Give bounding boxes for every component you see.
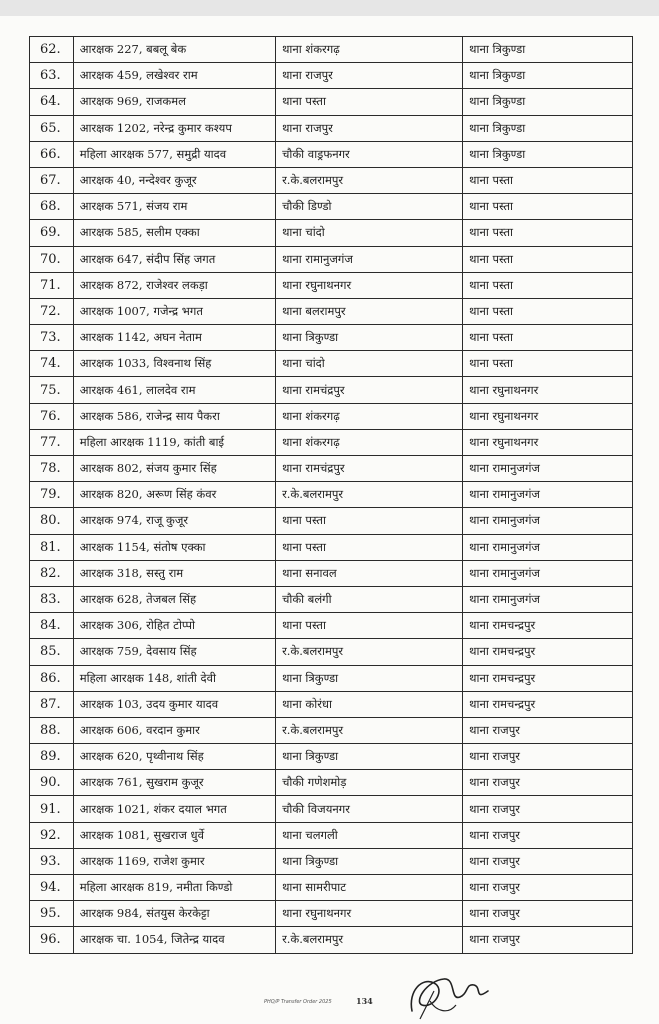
- constable-name-cell: आरक्षक 461, लालदेव राम: [73, 377, 275, 403]
- serial-number-cell: 86.: [30, 665, 74, 691]
- table-row: [30, 429, 633, 455]
- serial-number-cell: 91.: [30, 796, 74, 822]
- new-posting-cell: थाना रघुनाथनगर: [463, 403, 633, 429]
- serial-number-cell: 64.: [30, 89, 74, 115]
- new-posting-cell: थाना पस्ता: [463, 351, 633, 377]
- table-row: [30, 796, 633, 822]
- constable-name-cell: आरक्षक 103, उदय कुमार यादव: [73, 691, 275, 717]
- table-row: [30, 848, 633, 874]
- current-posting-cell: थाना राजपुर: [276, 115, 463, 141]
- serial-number-cell: 73.: [30, 325, 74, 351]
- serial-number-cell: 85.: [30, 639, 74, 665]
- constable-name-cell: आरक्षक 761, सुखराम कुजूर: [73, 770, 275, 796]
- signature-image: [404, 961, 494, 1021]
- table-row: [30, 927, 633, 953]
- constable-name-cell: आरक्षक चा. 1054, जितेन्द्र यादव: [73, 927, 275, 953]
- new-posting-cell: थाना राजपुर: [463, 744, 633, 770]
- constable-name-cell: आरक्षक 1154, संतोष एक्का: [73, 534, 275, 560]
- constable-name-cell: आरक्षक 872, राजेश्वर लकड़ा: [73, 272, 275, 298]
- new-posting-cell: थाना रामानुजगंज: [463, 508, 633, 534]
- current-posting-cell: थाना चांदो: [276, 351, 463, 377]
- table-row: [30, 456, 633, 482]
- serial-number-cell: 82.: [30, 560, 74, 586]
- serial-number-cell: 84.: [30, 613, 74, 639]
- serial-number-cell: 90.: [30, 770, 74, 796]
- current-posting-cell: थाना रामचंद्रपुर: [276, 456, 463, 482]
- constable-name-cell: महिला आरक्षक 819, नमीता किण्डो: [73, 875, 275, 901]
- new-posting-cell: थाना त्रिकुण्डा: [463, 89, 633, 115]
- serial-number-cell: 89.: [30, 744, 74, 770]
- new-posting-cell: थाना रामचन्द्रपुर: [463, 665, 633, 691]
- current-posting-cell: थाना कोरंधा: [276, 691, 463, 717]
- current-posting-cell: थाना पस्ता: [276, 534, 463, 560]
- serial-number-cell: 68.: [30, 194, 74, 220]
- constable-name-cell: आरक्षक 571, संजय राम: [73, 194, 275, 220]
- current-posting-cell: र.के.बलरामपुर: [276, 927, 463, 953]
- current-posting-cell: चौकी डिण्डो: [276, 194, 463, 220]
- new-posting-cell: थाना रामानुजगंज: [463, 456, 633, 482]
- current-posting-cell: र.के.बलरामपुर: [276, 482, 463, 508]
- table-row: [30, 351, 633, 377]
- page-number: 134: [356, 996, 373, 1006]
- table-row: [30, 822, 633, 848]
- current-posting-cell: थाना त्रिकुण्डा: [276, 665, 463, 691]
- constable-name-cell: आरक्षक 1202, नरेन्द्र कुमार कश्यप: [73, 115, 275, 141]
- serial-number-cell: 62.: [30, 37, 74, 63]
- new-posting-cell: थाना पस्ता: [463, 194, 633, 220]
- table-row: [30, 246, 633, 272]
- new-posting-cell: थाना रामानुजगंज: [463, 586, 633, 612]
- table-row: [30, 560, 633, 586]
- table-row: [30, 298, 633, 324]
- current-posting-cell: थाना त्रिकुण्डा: [276, 848, 463, 874]
- current-posting-cell: थाना रघुनाथनगर: [276, 272, 463, 298]
- current-posting-cell: थाना रामचंद्रपुर: [276, 377, 463, 403]
- new-posting-cell: थाना पस्ता: [463, 325, 633, 351]
- serial-number-cell: 74.: [30, 351, 74, 377]
- constable-name-cell: आरक्षक 227, बबलू बेक: [73, 37, 275, 63]
- constable-name-cell: आरक्षक 969, राजकमल: [73, 89, 275, 115]
- new-posting-cell: थाना रामचन्द्रपुर: [463, 613, 633, 639]
- current-posting-cell: थाना सामरीपाट: [276, 875, 463, 901]
- table-row: [30, 325, 633, 351]
- constable-name-cell: आरक्षक 820, अरूण सिंह कंवर: [73, 482, 275, 508]
- new-posting-cell: थाना रामानुजगंज: [463, 482, 633, 508]
- constable-name-cell: आरक्षक 1081, सुखराज धुर्वे: [73, 822, 275, 848]
- constable-name-cell: आरक्षक 647, संदीप सिंह जगत: [73, 246, 275, 272]
- new-posting-cell: थाना राजपुर: [463, 901, 633, 927]
- new-posting-cell: थाना पस्ता: [463, 167, 633, 193]
- constable-name-cell: आरक्षक 974, राजू कुजूर: [73, 508, 275, 534]
- serial-number-cell: 67.: [30, 167, 74, 193]
- constable-name-cell: आरक्षक 606, वरदान कुमार: [73, 717, 275, 743]
- table-row: [30, 717, 633, 743]
- new-posting-cell: थाना रघुनाथनगर: [463, 377, 633, 403]
- serial-number-cell: 76.: [30, 403, 74, 429]
- constable-name-cell: आरक्षक 1033, विश्वनाथ सिंह: [73, 351, 275, 377]
- new-posting-cell: थाना रामानुजगंज: [463, 534, 633, 560]
- current-posting-cell: थाना रघुनाथनगर: [276, 901, 463, 927]
- table-row: [30, 272, 633, 298]
- current-posting-cell: थाना त्रिकुण्डा: [276, 744, 463, 770]
- current-posting-cell: चौकी गणेशमोड़: [276, 770, 463, 796]
- constable-name-cell: आरक्षक 585, सलीम एक्का: [73, 220, 275, 246]
- new-posting-cell: थाना रघुनाथनगर: [463, 429, 633, 455]
- current-posting-cell: थाना पस्ता: [276, 508, 463, 534]
- constable-name-cell: महिला आरक्षक 148, शांती देवी: [73, 665, 275, 691]
- current-posting-cell: थाना त्रिकुण्डा: [276, 325, 463, 351]
- constable-name-cell: आरक्षक 628, तेजबल सिंह: [73, 586, 275, 612]
- table-row: [30, 194, 633, 220]
- table-row: [30, 613, 633, 639]
- table-row: [30, 534, 633, 560]
- transfer-table-body: [30, 37, 633, 954]
- table-row: [30, 37, 633, 63]
- current-posting-cell: थाना चांदो: [276, 220, 463, 246]
- serial-number-cell: 75.: [30, 377, 74, 403]
- new-posting-cell: थाना त्रिकुण्डा: [463, 141, 633, 167]
- serial-number-cell: 63.: [30, 63, 74, 89]
- constable-name-cell: आरक्षक 620, पृथ्वीनाथ सिंह: [73, 744, 275, 770]
- current-posting-cell: थाना शंकरगढ़: [276, 429, 463, 455]
- serial-number-cell: 65.: [30, 115, 74, 141]
- constable-name-cell: आरक्षक 1142, अघन नेताम: [73, 325, 275, 351]
- table-row: [30, 665, 633, 691]
- serial-number-cell: 71.: [30, 272, 74, 298]
- serial-number-cell: 87.: [30, 691, 74, 717]
- current-posting-cell: थाना रामानुजगंज: [276, 246, 463, 272]
- constable-name-cell: आरक्षक 1021, शंकर दयाल भगत: [73, 796, 275, 822]
- new-posting-cell: थाना त्रिकुण्डा: [463, 37, 633, 63]
- constable-name-cell: आरक्षक 984, संतयुस केरकेट्टा: [73, 901, 275, 927]
- new-posting-cell: थाना राजपुर: [463, 796, 633, 822]
- new-posting-cell: थाना रामचन्द्रपुर: [463, 639, 633, 665]
- table-row: [30, 115, 633, 141]
- current-posting-cell: र.के.बलरामपुर: [276, 717, 463, 743]
- current-posting-cell: र.के.बलरामपुर: [276, 167, 463, 193]
- constable-name-cell: आरक्षक 459, लखेश्वर राम: [73, 63, 275, 89]
- serial-number-cell: 92.: [30, 822, 74, 848]
- serial-number-cell: 93.: [30, 848, 74, 874]
- transfer-table: [29, 36, 633, 954]
- serial-number-cell: 77.: [30, 429, 74, 455]
- document-page: [0, 16, 659, 1024]
- new-posting-cell: थाना राजपुर: [463, 875, 633, 901]
- serial-number-cell: 72.: [30, 298, 74, 324]
- new-posting-cell: थाना राजपुर: [463, 717, 633, 743]
- constable-name-cell: आरक्षक 318, सस्तु राम: [73, 560, 275, 586]
- constable-name-cell: महिला आरक्षक 1119, कांती बाई: [73, 429, 275, 455]
- serial-number-cell: 79.: [30, 482, 74, 508]
- table-row: [30, 901, 633, 927]
- table-row: [30, 141, 633, 167]
- current-posting-cell: र.के.बलरामपुर: [276, 639, 463, 665]
- table-row: [30, 220, 633, 246]
- table-row: [30, 744, 633, 770]
- constable-name-cell: आरक्षक 1007, गजेन्द्र भगत: [73, 298, 275, 324]
- top-bar: [0, 0, 659, 16]
- new-posting-cell: थाना राजपुर: [463, 927, 633, 953]
- new-posting-cell: थाना रामानुजगंज: [463, 560, 633, 586]
- serial-number-cell: 81.: [30, 534, 74, 560]
- constable-name-cell: आरक्षक 40, नन्देश्वर कुजूर: [73, 167, 275, 193]
- serial-number-cell: 83.: [30, 586, 74, 612]
- constable-name-cell: आरक्षक 1169, राजेश कुमार: [73, 848, 275, 874]
- serial-number-cell: 88.: [30, 717, 74, 743]
- table-row: [30, 691, 633, 717]
- current-posting-cell: चौकी वाड्रफनगर: [276, 141, 463, 167]
- new-posting-cell: थाना रामचन्द्रपुर: [463, 691, 633, 717]
- constable-name-cell: आरक्षक 802, संजय कुमार सिंह: [73, 456, 275, 482]
- table-row: [30, 89, 633, 115]
- table-row: [30, 167, 633, 193]
- serial-number-cell: 95.: [30, 901, 74, 927]
- table-row: [30, 63, 633, 89]
- new-posting-cell: थाना राजपुर: [463, 822, 633, 848]
- footer-note: PHQ/P Transfer Order 2025: [264, 999, 332, 1005]
- serial-number-cell: 78.: [30, 456, 74, 482]
- serial-number-cell: 69.: [30, 220, 74, 246]
- constable-name-cell: आरक्षक 306, रोहित टोप्पो: [73, 613, 275, 639]
- current-posting-cell: थाना राजपुर: [276, 63, 463, 89]
- table-row: [30, 770, 633, 796]
- new-posting-cell: थाना त्रिकुण्डा: [463, 115, 633, 141]
- table-row: [30, 586, 633, 612]
- current-posting-cell: चौकी विजयनगर: [276, 796, 463, 822]
- current-posting-cell: थाना सनावल: [276, 560, 463, 586]
- new-posting-cell: थाना राजपुर: [463, 770, 633, 796]
- current-posting-cell: थाना पस्ता: [276, 613, 463, 639]
- new-posting-cell: थाना पस्ता: [463, 246, 633, 272]
- current-posting-cell: थाना शंकरगढ़: [276, 403, 463, 429]
- current-posting-cell: थाना बलरामपुर: [276, 298, 463, 324]
- serial-number-cell: 96.: [30, 927, 74, 953]
- current-posting-cell: थाना चलगली: [276, 822, 463, 848]
- constable-name-cell: महिला आरक्षक 577, समुद्री यादव: [73, 141, 275, 167]
- current-posting-cell: थाना शंकरगढ़: [276, 37, 463, 63]
- new-posting-cell: थाना पस्ता: [463, 220, 633, 246]
- table-row: [30, 508, 633, 534]
- table-row: [30, 377, 633, 403]
- table-row: [30, 875, 633, 901]
- serial-number-cell: 66.: [30, 141, 74, 167]
- new-posting-cell: थाना पस्ता: [463, 272, 633, 298]
- table-row: [30, 639, 633, 665]
- table-row: [30, 403, 633, 429]
- current-posting-cell: थाना पस्ता: [276, 89, 463, 115]
- constable-name-cell: आरक्षक 586, राजेन्द्र साय पैकरा: [73, 403, 275, 429]
- constable-name-cell: आरक्षक 759, देवसाय सिंह: [73, 639, 275, 665]
- new-posting-cell: थाना त्रिकुण्डा: [463, 63, 633, 89]
- new-posting-cell: थाना राजपुर: [463, 848, 633, 874]
- serial-number-cell: 70.: [30, 246, 74, 272]
- serial-number-cell: 80.: [30, 508, 74, 534]
- table-row: [30, 482, 633, 508]
- new-posting-cell: थाना पस्ता: [463, 298, 633, 324]
- serial-number-cell: 94.: [30, 875, 74, 901]
- current-posting-cell: चौकी बलंगी: [276, 586, 463, 612]
